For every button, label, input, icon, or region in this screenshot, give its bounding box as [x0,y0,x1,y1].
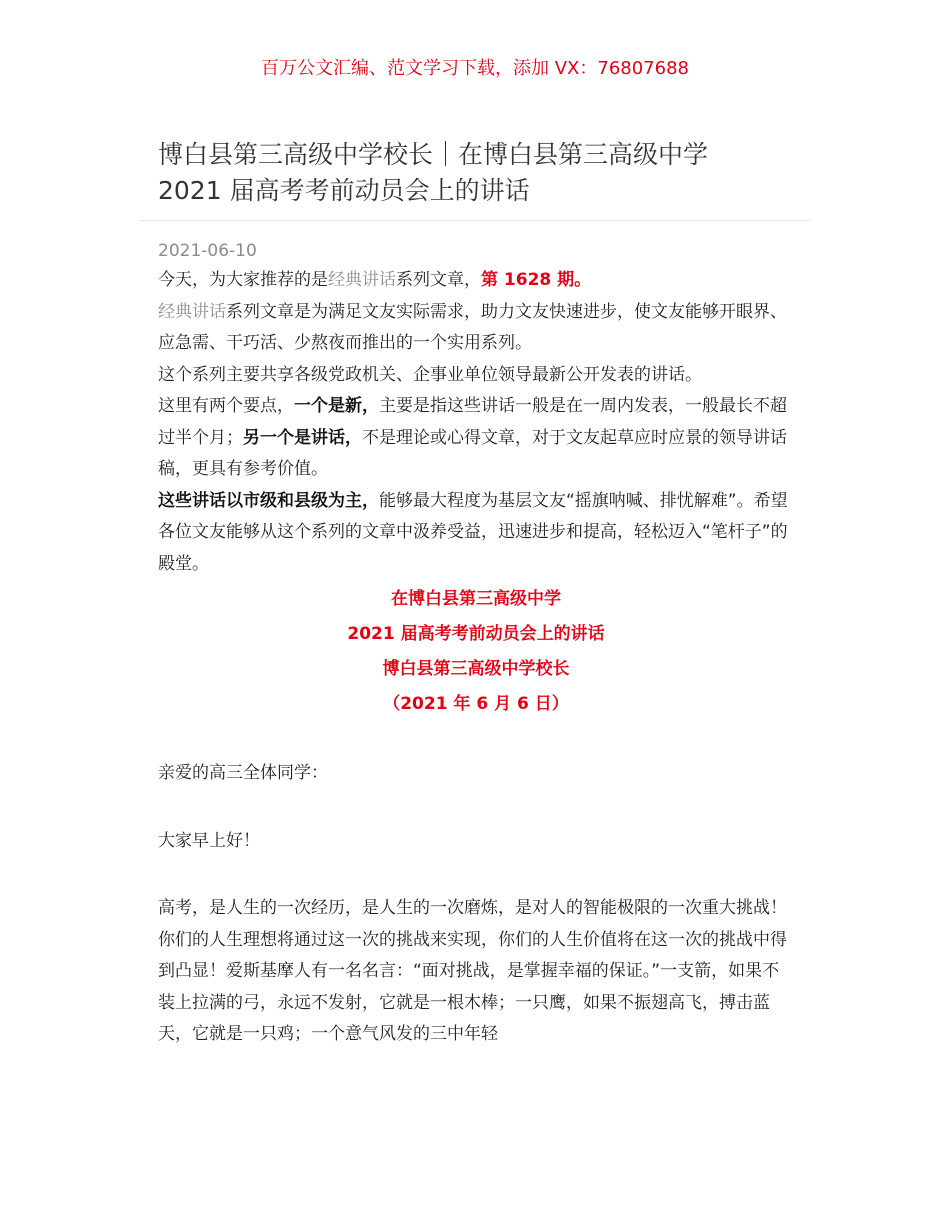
title-line-1: 博白县第三高级中学校长｜在博白县第三高级中学 [158,140,709,169]
intro-paragraph-1: 今天，为大家推荐的是经典讲话系列文章，第 1628 期。 [158,270,592,290]
speech-paragraph-1: 高考，是人生的一次经历，是人生的一次磨炼，是对人的智能极限的一次重大挑战！你们的人生理想将通过这一次的挑战来实现，你们的人生价值将在这一次的挑战中得到凸显！爱斯基摩人有一名名言：“面对挑战，是掌握幸福的保证。”一支箭，如果不装上拉满的弓，永远不发射，它就是一根木棒；一只鹰，如果不振翅高飞，搏击蓝天，它就是一只鸡；一个意气风发的三中年轻 [158,898,787,1044]
issue-number: 第 1628 期。 [481,270,592,290]
speech-heading [158,582,794,722]
intro-paragraph-3: 这个系列主要共享各级党政机关、企事业单位领导最新公开发表的讲话。 [158,364,702,385]
intro-paragraph-2: 经典讲话系列文章是为满足文友实际需求，助力文友快速进步，使文友能够开眼界、应急需、干巧活、少熬夜而推出的一个实用系列。 [158,301,787,353]
title-divider [140,220,810,221]
speech-greeting: 大家早上好！ [158,830,260,851]
intro-paragraph-5: 这些讲话以市级和县级为主，能够最大程度为基层文友“摇旗呐喊、排忧解难”。希望各位文友能够从这个系列的文章中汲养受益，迅速进步和提高，轻松迈入“笔杆子”的殿堂。 [158,490,788,574]
speech-heading-line-4: （2021 年 6 月 6 日） [383,694,569,714]
speech-salutation: 亲爱的高三全体同学： [158,763,328,783]
speech-heading-line-1: 在博白县第三高级中学 [391,589,561,609]
speech-heading-line-3: 博白县第三高级中学校长 [382,659,570,679]
title-line-2: 2021 届高考考前动员会上的讲话 [158,176,530,205]
article-title [158,137,798,209]
promo-banner: 百万公文汇编、范文学习下载，添加 VX：76807688 [261,58,689,79]
article-content [158,265,794,1051]
speech-heading-line-2: 2021 届高考考前动员会上的讲话 [347,624,605,644]
series-name: 经典讲话 [158,301,226,322]
publish-date: 2021-06-10 [158,241,257,261]
intro-paragraph-4: 这里有两个要点，一个是新，主要是指这些讲话一般是在一周内发表，一般最长不超过半个月；另一个是讲话，不是理论或心得文章，对于文友起草应时应景的领导讲话稿，更具有参考价值。 [158,396,787,479]
series-name: 经典讲话 [328,270,396,290]
